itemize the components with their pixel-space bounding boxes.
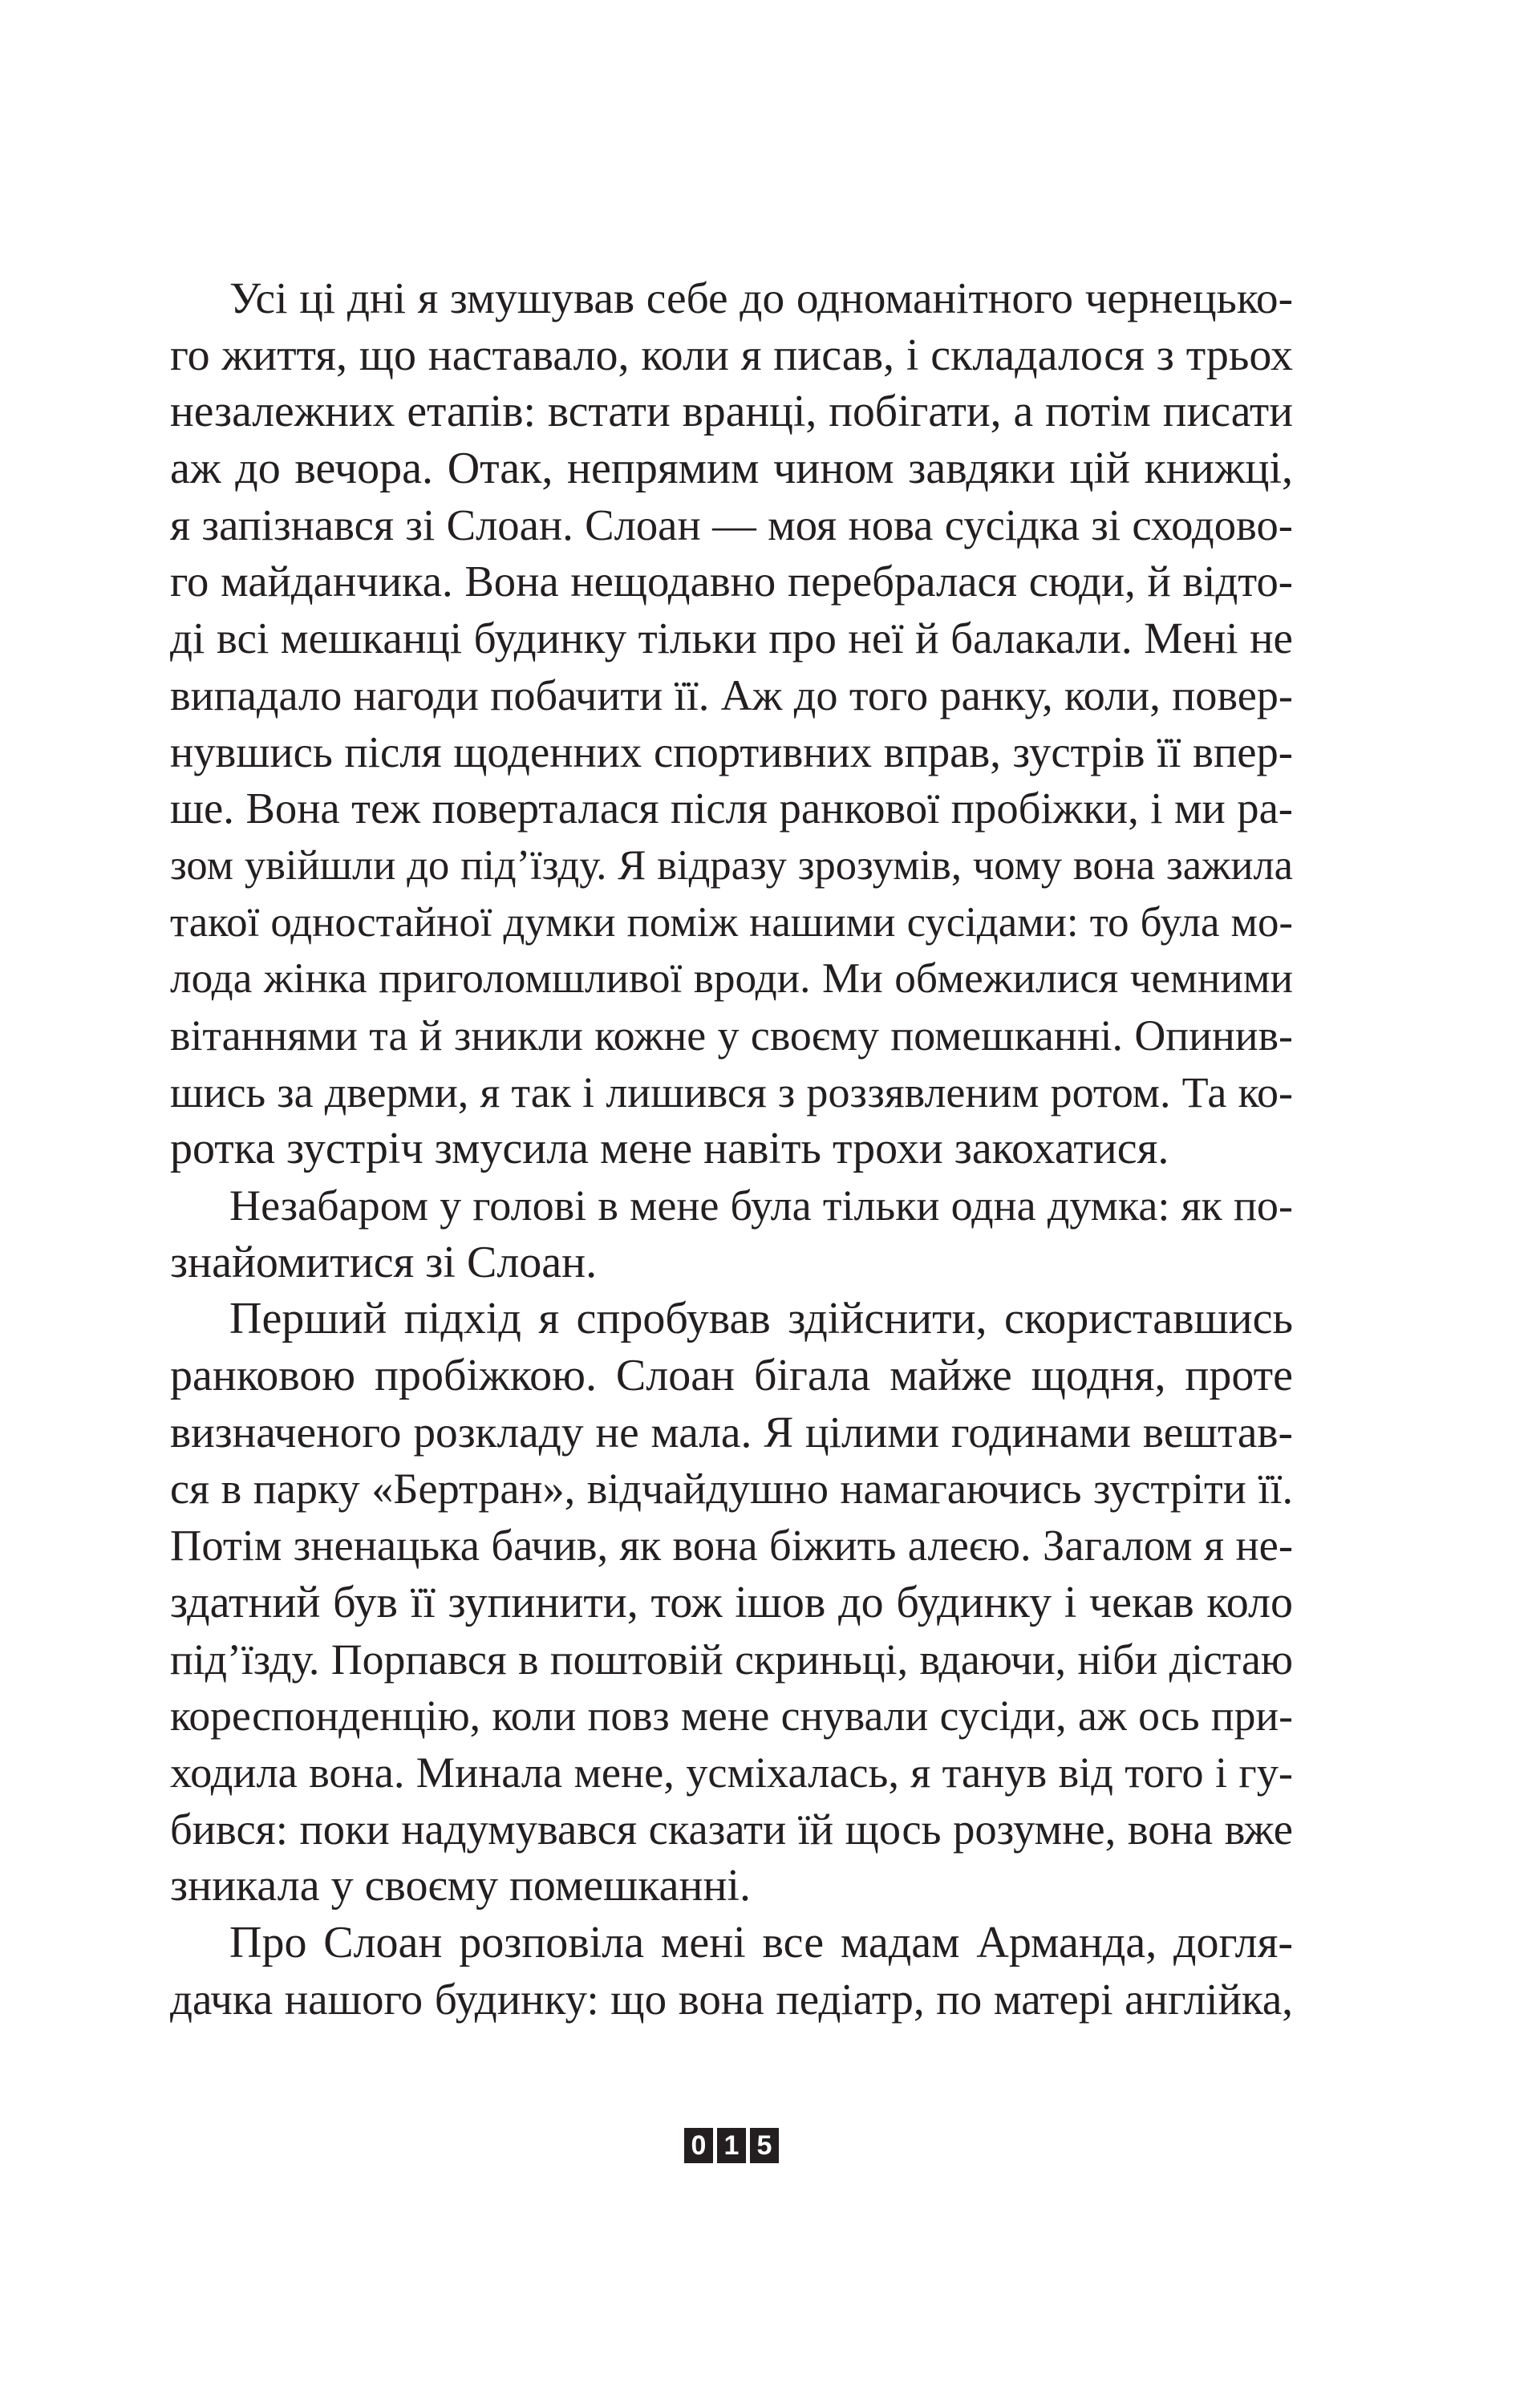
text-line: я запізнався зі Слоан. Слоан — моя нова сусідка зі сходово- bbox=[170, 500, 1293, 549]
text-line: незалежних етапів: встати вранці, побігати, а потім писати bbox=[170, 387, 1293, 437]
text-line: го життя, що наставало, коли я писав, і складалося з трьох bbox=[170, 330, 1293, 380]
page-number-digit: 0 bbox=[684, 2128, 713, 2163]
text-line: такої одностайної думки поміж нашими сусідами: то була мо- bbox=[170, 898, 1293, 946]
text-line: знайомитися зі Слоан. bbox=[170, 1237, 598, 1287]
text-line: дачка нашого будинку: що вона педіатр, по матері англійка, bbox=[170, 1974, 1293, 2024]
text-line: ше. Вона теж поверталася після ранкової пробіжки, і ми ра- bbox=[170, 784, 1293, 833]
text-line: шись за дверми, я так і лишився з роззявленим ротом. Та ко- bbox=[170, 1068, 1293, 1116]
text-line: Усі ці дні я змушував себе до одноманітного чернецько- bbox=[229, 274, 1293, 322]
text-line: Потім зненацька бачив, як вона біжить алеєю. Загалом я не- bbox=[170, 1521, 1293, 1570]
text-line: лода жінка приголомшливої вроди. Ми обмежилися чемними bbox=[170, 954, 1293, 1003]
text-line: вітаннями та й зникли кожне у своєму помешканні. Опинив- bbox=[170, 1011, 1293, 1060]
text-line: бився: поки надумувався сказати їй щось розумне, вона вже bbox=[170, 1804, 1293, 1854]
text-line: го майданчика. Вона нещодавно перебралася сюди, й відто- bbox=[170, 557, 1293, 606]
text-line: нувшись після щоденних спортивних вправ, зустрів її впер- bbox=[170, 727, 1293, 776]
text-line: під’їзду. Порпався в поштовій скриньці, вдаючи, ніби дістаю bbox=[170, 1635, 1293, 1684]
text-line: ся в парку «Бертран», відчайдушно намагаючись зустріти її. bbox=[170, 1465, 1293, 1514]
text-line: зом увійшли до під’їзду. Я відразу зрозумів, чому вона зажила bbox=[170, 841, 1293, 889]
paragraph bbox=[170, 270, 1293, 1177]
text-line: Незабаром у голові в мене була тільки одна думка: як по- bbox=[229, 1181, 1293, 1230]
page-number-digit: 1 bbox=[717, 2128, 746, 2163]
paragraph bbox=[170, 1177, 1293, 1291]
text-line: Про Слоан розповіла мені все мадам Арманда, догля- bbox=[229, 1917, 1293, 1967]
text-line: кореспонденцію, коли повз мене снували сусіди, аж ось при- bbox=[170, 1692, 1293, 1740]
text-line: ранковою пробіжкою. Слоан бігала майже щодня, проте bbox=[170, 1351, 1293, 1401]
text-line: аж до вечора. Отак, непрямим чином завдяки цій книжці, bbox=[170, 444, 1293, 494]
text-line: зникала у своєму помешканні. bbox=[170, 1861, 751, 1911]
text-line: ді всі мешканці будинку тільки про неї й балакали. Мені не bbox=[170, 614, 1293, 663]
paragraph bbox=[170, 1291, 1293, 1915]
text-line: ходила вона. Минала мене, усміхалась, я танув від того і гу- bbox=[170, 1748, 1293, 1797]
paragraph bbox=[170, 1915, 1293, 2028]
text-line: Перший підхід я спробував здійснити, скориставшись bbox=[229, 1294, 1293, 1344]
page-number-digit: 5 bbox=[750, 2128, 779, 2163]
body-text bbox=[170, 270, 1293, 2028]
text-line: ротка зустріч змусила мене навіть трохи закохатися. bbox=[170, 1124, 1169, 1174]
text-line: здатний був її зупинити, тож ішов до будинку і чекав коло bbox=[170, 1577, 1293, 1627]
text-line: випадало нагоди побачити її. Аж до того ранку, коли, повер- bbox=[170, 671, 1293, 719]
page-number bbox=[684, 2128, 779, 2163]
text-line: визначеного розкладу не мала. Я цілими годинами вештав- bbox=[170, 1407, 1293, 1457]
